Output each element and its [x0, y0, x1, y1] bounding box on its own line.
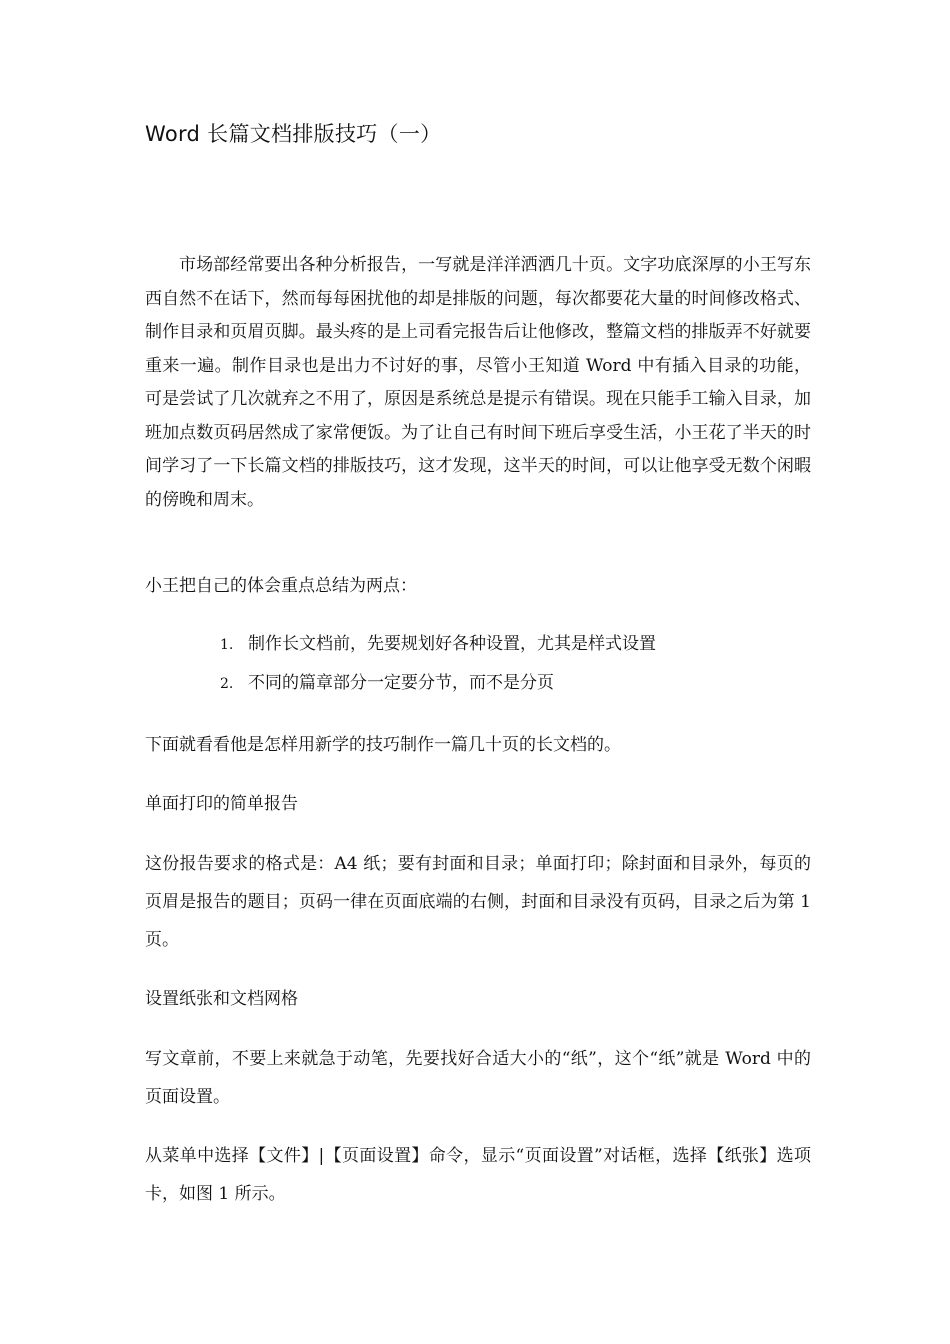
section-heading-report: 单面打印的简单报告 [145, 794, 298, 814]
page-setup-paragraph: 写文章前，不要上来就急于动笔，先要找好合适大小的“纸”，这个“纸”就是 Word 中的页面设置。 [145, 1049, 811, 1107]
list-item-text: 不同的篇章部分一定要分节，而不是分页 [248, 673, 554, 693]
document-title: Word 长篇文档排版技巧（一） [145, 122, 442, 146]
list-item-text: 制作长文档前，先要规划好各种设置，尤其是样式设置 [248, 634, 656, 654]
summary-paragraph: 小王把自己的体会重点总结为两点： [145, 576, 417, 596]
transition-paragraph: 下面就看看他是怎样用新学的技巧制作一篇几十页的长文档的。 [145, 735, 621, 755]
list-item-number: 1. [220, 637, 234, 653]
list-item-number: 2. [220, 676, 234, 692]
section-heading-paper: 设置纸张和文档网格 [145, 989, 298, 1009]
list-item [220, 632, 656, 657]
format-requirements-paragraph: 这份报告要求的格式是：A4 纸；要有封面和目录；单面打印；除封面和目录外，每页的页眉是报告的题目；页码一律在页面底端的右侧，封面和目录没有页码，目录之后为第 1 页。 [145, 854, 811, 950]
intro-paragraph: 市场部经常要出各种分析报告，一写就是洋洋洒洒几十页。文字功底深厚的小王写东西自然不在话下，然而每每困扰他的却是排版的问题，每次都要花大量的时间修改格式、制作目录和页眉页脚。最头疼的是上司看完报告后让他修改，整篇文档的排版弄不好就要重来一遍。制作目录也是出力不讨好的事，尽管小王知道 Word 中有插入目录的功能，可是尝试了几次就弃之不用了，原因是系统总是提示有错误。现在只能手工输入目录，加班加点数页码居然成了家常便饭。为了让自己有时间下班后享受生活，小王花了半天的时间学习了一下长篇文档的排版技巧，这才发现，这半天的时间，可以让他享受无数个闲暇的傍晚和周末。 [145, 255, 811, 510]
menu-instruction-paragraph: 从菜单中选择【文件】|【页面设置】命令，显示“页面设置”对话框，选择【纸张】选项卡，如图 1 所示。 [145, 1146, 811, 1204]
list-item [220, 671, 554, 696]
